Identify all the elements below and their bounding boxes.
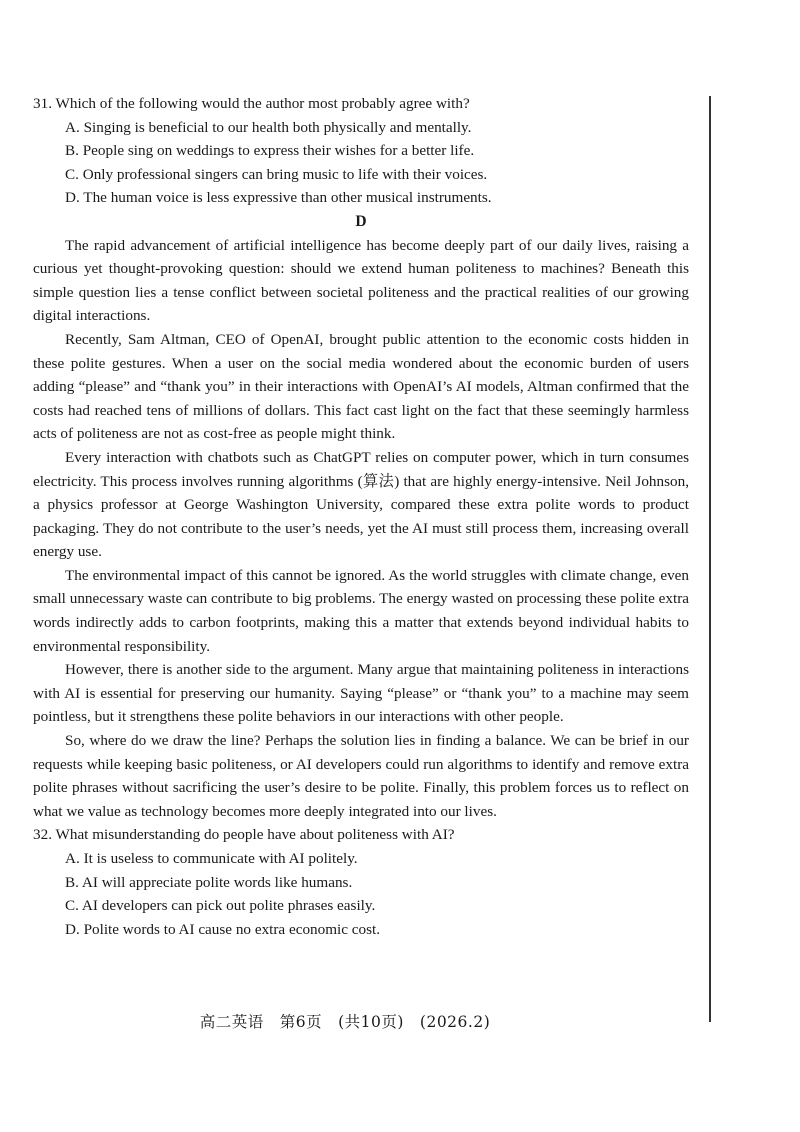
question-stem: [33, 823, 689, 847]
option-a: [65, 847, 689, 871]
option-text: AI will appreciate polite words like humans.: [81, 873, 353, 891]
page-content: [33, 92, 689, 941]
option-b: [65, 871, 689, 895]
option-text: Singing is beneficial to our health both physically and mentally.: [83, 118, 472, 136]
passage-paragraph-1: The rapid advancement of artificial intelligence has become deeply part of our daily lives, raising a curious yet thought-provoking question: should we extend human politeness to machines? Beneath this simple question lies a tense conflict between societal politeness and the practical realities of our growing digital interactions.: [33, 236, 689, 325]
option-label: A.: [65, 118, 80, 136]
option-b: [65, 139, 689, 163]
passage-paragraph-3: Every interaction with chatbots such as ChatGPT relies on computer power, which in turn consumes electricity. This process involves running algorithms (算法) that are highly energy-intensive. Neil Johnson, a physics professor at George Washington University, compared these extra polite words to product packaging. They do not contribute to the user’s needs, yet the AI must still process them, increasing overall energy use.: [33, 448, 689, 561]
question-number: 31.: [33, 95, 52, 112]
page-footer: 高二英语 第6页 (共10页) (2026.2): [199, 1013, 491, 1031]
passage-paragraph-5: However, there is another side to the argument. Many argue that maintaining politeness in interactions with AI is essential for preserving our humanity. Saying “please” or “thank you” to a machine may seem pointless, but it strengthens these polite behaviors in our interactions with other people.: [33, 661, 689, 726]
passage-paragraph-2: Recently, Sam Altman, CEO of OpenAI, brought public attention to the economic costs hidden in these polite gestures. When a user on the social media wondered about the economic burden of users adding “please” and “thank you” in their interactions with OpenAI’s AI models, Altman confirmed that the costs had reached tens of millions of dollars. This fact cast light on the fact that these seemingly harmless acts of politeness are not as cost-free as people might think.: [33, 330, 689, 443]
option-label: C.: [65, 897, 79, 915]
option-a: [65, 116, 689, 140]
option-c: [65, 163, 689, 187]
option-text: Polite words to AI cause no extra economic cost.: [83, 920, 381, 938]
option-text: It is useless to communicate with AI politely.: [83, 850, 358, 867]
option-label: B.: [65, 142, 79, 160]
option-d: [65, 918, 689, 942]
question-stem: [33, 92, 689, 116]
option-text: People sing on weddings to express their wishes for a better life.: [82, 142, 475, 160]
question-32: [33, 823, 689, 941]
reading-passage: [33, 234, 689, 824]
question-text: Which of the following would the author most probably agree with?: [55, 95, 470, 112]
option-label: B.: [65, 873, 79, 891]
passage-paragraph-4: The environmental impact of this cannot be ignored. As the world struggles with climate change, even small unnecessary waste can contribute to big problems. The energy wasted on processing these polite extra words indirectly adds to carbon footprints, making this a matter that extends beyond individual habits to environmental responsibility.: [33, 566, 689, 655]
question-number: 32.: [33, 826, 52, 844]
passage-paragraph-6: So, where do we draw the line? Perhaps the solution lies in finding a balance. We can be brief in our requests while keeping basic politeness, or AI developers could run algorithms to identify and remove extra polite phrases without sacrificing the user’s desire to be polite. Finally, this problem forces us to reflect on what we value as technology becomes more deeply integrated into our lives.: [33, 732, 689, 820]
option-label: D.: [65, 189, 80, 207]
margin-rule: [709, 96, 711, 1022]
question-31: [33, 92, 689, 210]
option-label: C.: [65, 165, 79, 183]
option-label: D.: [65, 920, 80, 938]
option-text: AI developers can pick out polite phrases easily.: [81, 897, 376, 915]
option-d: [65, 186, 689, 210]
question-text: What misunderstanding do people have about politeness with AI?: [55, 826, 455, 844]
option-text: The human voice is less expressive than other musical instruments.: [83, 189, 492, 207]
option-label: A.: [65, 850, 80, 867]
option-text: Only professional singers can bring music to life with their voices.: [82, 165, 488, 183]
option-c: [65, 894, 689, 918]
section-heading: D: [355, 212, 367, 230]
